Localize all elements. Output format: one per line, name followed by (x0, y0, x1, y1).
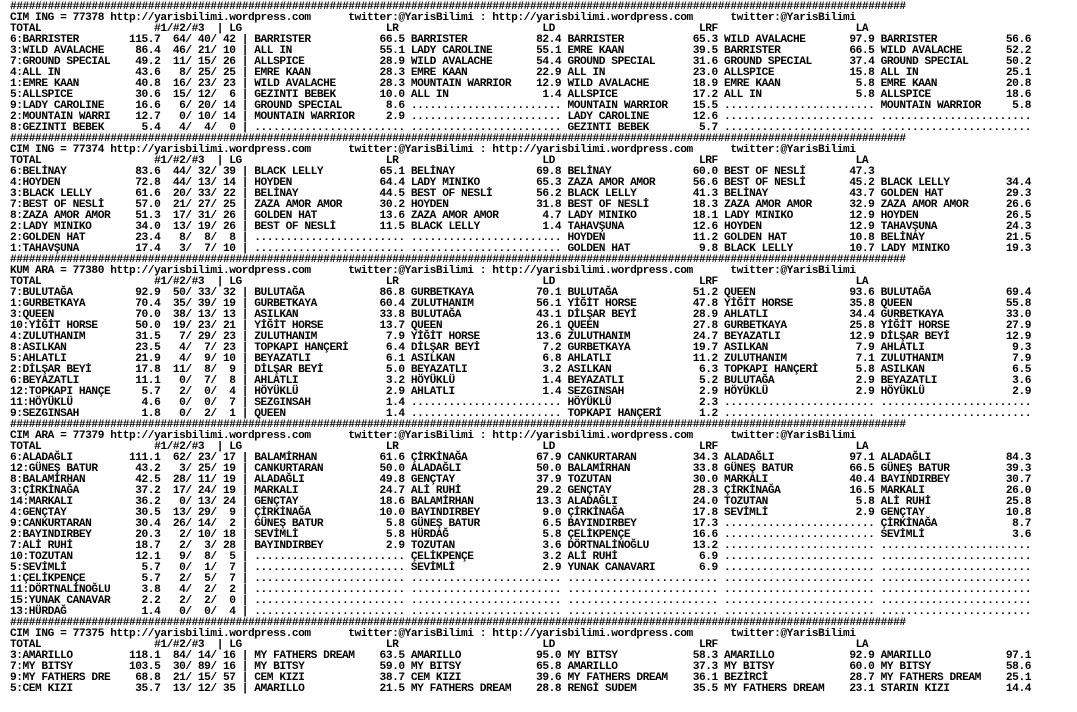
text-line: 10:YİĞİT HORSE 50.0 19/ 23/ 21 | YİĞİT HORSE 13.7 QUEEN 26.1 QUEEN 27.8 GURBETKAYA 25.8 YİĞİT HORSE 27.9 (10, 320, 1031, 332)
text-line: 2:DİLŞAR BEYİ 17.8 11/ 8/ 9 | DİLŞAR BEYİ 5.0 BEYAZATLI 3.2 ASILKAN 6.3 TOPKAPI HANÇERİ 5.8 ASILKAN 6.5 (10, 364, 1031, 376)
separator-line: ############################################################################################################################################### (10, 133, 906, 145)
text-line: 13:HÜRDAĞ 1.4 0/ 0/ 4 | ........................ ........................ ........................ ........................ ........................ (10, 606, 1031, 618)
text-line: 3:BLACK LELLY 61.6 20/ 33/ 22 | BELİNAY 44.5 BEST OF NESLİ 56.2 BLACK LELLY 41.3 BELİNAY 43.7 GOLDEN HAT 29.3 (10, 188, 1031, 200)
text-line: TOTAL #1/#2/#3 | LG LR LD LRF LA (10, 23, 869, 35)
text-line: 6:BARRISTER 115.7 64/ 40/ 42 | BARRISTER 66.5 BARRISTER 82.4 BARRISTER 65.3 WILD AVALACHE 97.9 BARRISTER 56.6 (10, 34, 1031, 46)
text-line: CIM ING = 77375 http://yarisbilimi.wordpress.com twitter:@YarisBilimi : http://yarisbilimi.wordpress.com twitter:@YarisBilimi (10, 628, 856, 640)
text-line: 12:TOPKAPI HANÇE 5.7 2/ 0/ 4 | HÖYÜKLÜ 2.9 AHLATLI 1.4 SEZGINSAH 2.9 HÖYÜKLÜ 2.9 HÖYÜKLÜ 2.9 (10, 386, 1031, 398)
text-line: 3:QUEEN 70.0 38/ 13/ 13 | ASILKAN 33.8 BULUTAĞA 43.1 DİLŞAR BEYİ 28.9 AHLATLI 34.4 GURBETKAYA 33.0 (10, 309, 1031, 321)
text-line: 1:EMRE KAAN 40.8 16/ 23/ 23 | WILD AVALACHE 28.3 MOUNTAIN WARRIOR 12.9 WILD AVALACHE 18.9 EMRE KAAN 5.8 EMRE KAAN 20.8 (10, 78, 1031, 90)
text-line: 11:HÖYÜKLÜ 4.6 0/ 0/ 7 | SEZGINSAH 1.4 ........................ HÖYÜKLÜ 2.3 ........................ ........................ (10, 397, 1031, 409)
text-line: 4:ZULUTHANIM 31.5 7/ 29/ 23 | ZULUTHANIM 7.9 YİĞİT HORSE 13.6 ZULUTHANIM 24.7 BEYAZATLI 12.9 DİLŞAR BEYİ 12.9 (10, 331, 1031, 343)
text-line: 5:AHLATLI 21.9 4/ 9/ 10 | BEYAZATLI 6.1 ASILKAN 6.8 AHLATLI 11.2 ZULUTHANIM 7.1 ZULUTHANIM 7.9 (10, 353, 1031, 365)
text-line: 1:TAHAVŞUNA 17.4 3/ 7/ 10 | ........................ ........................ GOLDEN HAT 9.8 BLACK LELLY 10.7 LADY MINIKO 19.3 (10, 243, 1031, 255)
text-line: CIM ARA = 77379 http://yarisbilimi.wordpress.com twitter:@YarisBilimi : http://yarisbilimi.wordpress.com twitter:@YarisBilimi (10, 430, 856, 442)
text-line: 6:BELİNAY 83.6 44/ 32/ 39 | BLACK LELLY 65.1 BELİNAY 69.8 BELİNAY 60.0 BEST OF NESLİ 47.3 (10, 166, 875, 178)
text-line: 3:WILD AVALACHE 86.4 46/ 21/ 10 | ALL IN 55.1 LADY CAROLINE 55.1 EMRE KAAN 39.5 BARRISTER 66.5 WILD AVALACHE 52.2 (10, 45, 1031, 57)
separator-line: ############################################################################################################################################### (10, 419, 906, 431)
text-line: 4:GENÇTAY 30.5 13/ 29/ 9 | ÇİRKİNAĞA 10.0 BAYINDIRBEY 9.0 ÇİRKİNAĞA 17.8 SEVİMLİ 2.9 GENÇTAY 10.8 (10, 507, 1031, 519)
text-line: 5:SEVİMLİ 5.7 0/ 1/ 7 | ........................ SEVİMLİ 2.9 YUNAK CANAVARI 6.9 ........................ ........................ (10, 562, 1031, 574)
text-line: 4:HOYDEN 72.8 44/ 13/ 14 | HOYDEN 64.4 LADY MINIKO 65.3 ZAZA AMOR AMOR 56.6 BEST OF NESLİ 45.2 BLACK LELLY 34.4 (10, 177, 1031, 189)
text-line: 7:BEST OF NESLİ 57.0 21/ 27/ 25 | ZAZA AMOR AMOR 30.2 HOYDEN 31.8 BEST OF NESLİ 18.3 ZAZA AMOR AMOR 32.9 ZAZA AMOR AMOR 26.6 (10, 199, 1031, 211)
text-line: 8:ZAZA AMOR AMOR 51.3 17/ 31/ 26 | GOLDEN HAT 13.6 ZAZA AMOR AMOR 4.7 LADY MINIKO 18.1 LADY MINIKO 12.9 HOYDEN 26.5 (10, 210, 1031, 222)
text-line: 3:AMARILLO 118.1 84/ 14/ 16 | MY FATHERS DREAM 63.5 AMARILLO 95.0 MY BITSY 58.3 AMARILLO 92.9 AMARILLO 97.1 (10, 650, 1031, 662)
text-line: CIM ING = 77378 http://yarisbilimi.wordpress.com twitter:@YarisBilimi : http://yarisbilimi.wordpress.com twitter:@YarisBilimi (10, 12, 856, 24)
text-line: 2:MOUNTAIN WARRI 12.7 0/ 10/ 14 | MOUNTAIN WARRIOR 2.9 ........................ LADY CAROLINE 12.6 ........................ ........................ (10, 111, 1031, 123)
text-line: 15:YUNAK CANAVAR 2.2 2/ 2/ 0 | ........................ ........................ ........................ ........................ ........................ (10, 595, 1031, 607)
text-line: 8:BALAMİRHAN 42.5 28/ 11/ 19 | ALADAĞLI 49.8 GENÇTAY 37.9 TOZUTAN 30.0 MARKALI 40.4 BAYINDIRBEY 30.7 (10, 474, 1031, 486)
text-line: 5:CEM KIZI 35.7 13/ 12/ 35 | AMARILLO 21.5 MY FATHERS DREAM 28.8 RENGİ SUDEM 35.5 MY FATHERS DREAM 23.1 STARIN KIZI 14.4 (10, 683, 1031, 695)
text-line: 4:ALL IN 43.6 8/ 25/ 25 | EMRE KAAN 28.3 EMRE KAAN 22.9 ALL IN 23.0 ALLSPICE 15.8 ALL IN 25.1 (10, 67, 1031, 79)
text-line: 9:LADY CAROLINE 16.6 6/ 20/ 14 | GROUND SPECIAL 8.6 ........................ MOUNTAIN WARRIOR 15.5 ........................ MOUNTAIN WARRIOR 5.8 (10, 100, 1031, 112)
text-line: TOTAL #1/#2/#3 | LG LR LD LRF LA (10, 276, 869, 288)
text-line: 9:CANKURTARAN 30.4 26/ 14/ 2 | GÜNEŞ BATUR 5.8 GÜNEŞ BATUR 6.5 BAYINDIRBEY 17.3 ........................ ÇİRKİNAĞA 8.7 (10, 518, 1031, 530)
text-line: 2:LADY MINIKO 34.0 13/ 19/ 26 | BEST OF NESLİ 11.5 BLACK LELLY 1.4 TAHAVŞUNA 12.6 HOYDEN 12.9 TAHAVŞUNA 24.3 (10, 221, 1031, 233)
separator-line: ############################################################################################################################################### (10, 617, 906, 629)
text-line: 1:GURBETKAYA 70.4 35/ 39/ 19 | GURBETKAYA 60.4 ZULUTHANIM 56.1 YİĞİT HORSE 47.8 YİĞİT HORSE 35.8 QUEEN 55.8 (10, 298, 1031, 310)
text-line: TOTAL #1/#2/#3 | LG LR LD LRF LA (10, 155, 869, 167)
text-line: 5:ALLSPICE 30.6 15/ 12/ 6 | GEZINTI BEBEK 10.0 ALL IN 1.4 ALLSPICE 17.2 ALL IN 5.8 ALLSPICE 18.6 (10, 89, 1031, 101)
text-line: 9:SEZGINSAH 1.8 0/ 2/ 1 | QUEEN 1.4 ........................ TOPKAPI HANÇERİ 1.2 ........................ ........................ (10, 408, 1031, 420)
text-line: 2:BAYINDIRBEY 20.3 2/ 10/ 18 | SEVİMLİ 5.8 HÜRDAĞ 5.8 ÇELİKPENÇE 16.6 ........................ SEVİMLİ 3.6 (10, 529, 1031, 541)
text-line: TOTAL #1/#2/#3 | LG LR LD LRF LA (10, 441, 869, 453)
text-line: 7:GROUND SPECIAL 49.2 11/ 15/ 26 | ALLSPICE 28.9 WILD AVALACHE 54.4 GROUND SPECIAL 31.6 GROUND SPECIAL 37.4 GROUND SPECIAL 50.2 (10, 56, 1031, 68)
text-line: 8:GEZINTI BEBEK 5.4 4/ 4/ 0 | ........................ ........................ GEZINTI BEBEK 5.7 ........................ ........................ (10, 122, 1031, 134)
text-line: 2:GOLDEN HAT 23.4 8/ 8/ 8 | ........................ ........................ HOYDEN 11.2 GOLDEN HAT 10.8 BELİNAY 21.5 (10, 232, 1031, 244)
text-line: 6:ALADAĞLI 111.1 62/ 23/ 17 | BALAMİRHAN 61.6 ÇİRKİNAĞA 67.9 CANKURTARAN 34.3 ALADAĞLI 97.1 ALADAĞLI 84.3 (10, 452, 1031, 464)
text-line: 9:MY FATHERS DRE 68.8 21/ 15/ 57 | CEM KIZI 38.7 CEM KIZI 39.6 MY FATHERS DREAM 36.1 BEZİRCİ 28.7 MY FATHERS DREAM 25.1 (10, 672, 1031, 684)
text-line: 11:DÖRTNALİNOĞLU 3.8 4/ 2/ 2 | ........................ ........................ ........................ ........................ ........................ (10, 584, 1031, 596)
text-line: 3:ÇİRKİNAĞA 37.2 17/ 24/ 19 | MARKALI 24.7 ALİ RUHİ 29.2 GENÇTAY 28.3 ÇİRKİNAĞA 16.5 MARKALI 26.0 (10, 485, 1031, 497)
text-line: 7:MY BITSY 103.5 30/ 89/ 16 | MY BITSY 59.0 MY BITSY 65.8 AMARILLO 37.3 MY BITSY 60.0 MY BITSY 58.6 (10, 661, 1031, 673)
text-line: 7:BULUTAĞA 92.9 50/ 33/ 32 | BULUTAĞA 86.8 GURBETKAYA 70.1 BULUTAĞA 51.2 QUEEN 93.6 BULUTAĞA 69.4 (10, 287, 1031, 299)
text-line: KUM ARA = 77380 http://yarisbilimi.wordpress.com twitter:@YarisBilimi : http://yarisbilimi.wordpress.com twitter:@YarisBilimi (10, 265, 856, 277)
text-line: 6:BEYAZATLI 11.1 0/ 7/ 8 | AHLATLI 3.2 HÖYÜKLÜ 1.4 BEYAZATLI 5.2 BULUTAĞA 2.9 BEYAZATLI 3.6 (10, 375, 1031, 387)
text-line: 8:ASILKAN 23.5 4/ 7/ 23 | TOPKAPI HANÇERİ 6.4 DİLŞAR BEYİ 7.2 GURBETKAYA 19.7 ASILKAN 7.9 AHLATLI 9.3 (10, 342, 1031, 354)
text-line: 14:MARKALI 36.2 0/ 13/ 24 | GENÇTAY 18.6 BALAMİRHAN 13.3 ALADAĞLI 24.0 TOZUTAN 5.8 ALİ RUHİ 25.8 (10, 496, 1031, 508)
separator-line: ############################################################################################################################################### (10, 1, 906, 13)
text-line: 12:GÜNEŞ BATUR 43.2 3/ 25/ 19 | CANKURTARAN 50.0 ALADAĞLI 50.0 BALAMİRHAN 33.8 GÜNEŞ BATUR 66.5 GÜNEŞ BATUR 39.3 (10, 463, 1031, 475)
separator-line: ############################################################################################################################################### (10, 254, 906, 266)
text-line: TOTAL #1/#2/#3 | LG LR LD LRF LA (10, 639, 869, 651)
text-line: 10:TOZUTAN 12.1 9/ 8/ 5 | ........................ ÇELİKPENÇE 3.2 ALİ RUHİ 6.9 ........................ ........................ (10, 551, 1031, 563)
text-line: 1:ÇELİKPENÇE 5.7 2/ 5/ 7 | ........................ ........................ ........................ ........................ ........................ (10, 573, 1031, 585)
text-line: 7:ALİ RUHİ 18.7 2/ 3/ 28 | BAYINDIRBEY 2.9 TOZUTAN 3.6 DÖRTNALİNOĞLU 13.2 ........................ ........................ (10, 540, 1031, 552)
text-line: CIM ING = 77374 http://yarisbilimi.wordpress.com twitter:@YarisBilimi : http://yarisbilimi.wordpress.com twitter:@YarisBilimi (10, 144, 856, 156)
